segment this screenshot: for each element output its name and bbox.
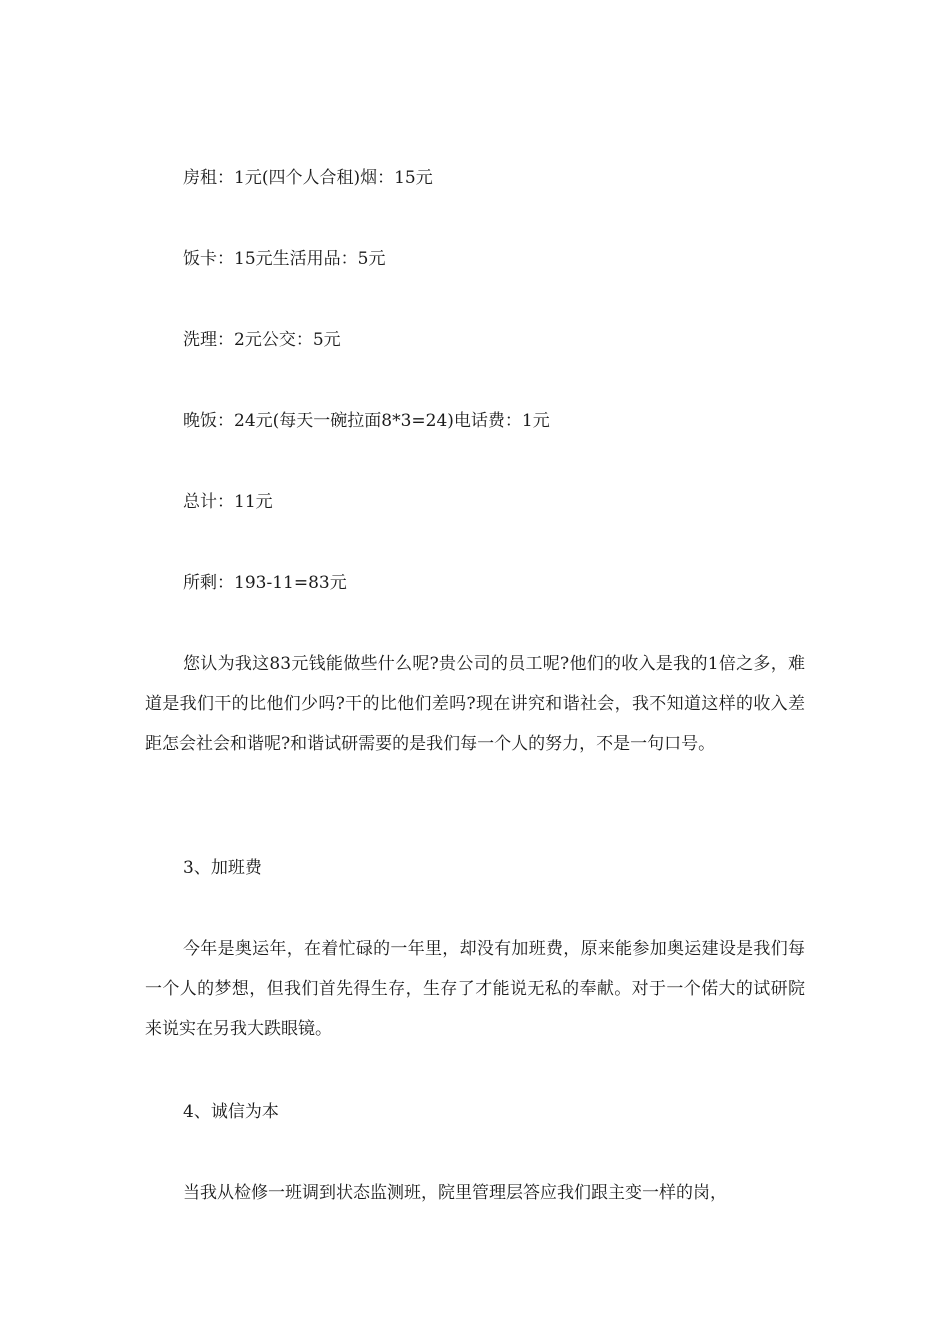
expense-line-rent: 房租：1元(四个人合租)烟：15元 — [183, 168, 433, 188]
expense-line-meal-card: 饭卡：15元生活用品：5元 — [183, 249, 386, 269]
expense-line-dinner: 晚饭：24元(每天一碗拉面8*3=24)电话费：1元 — [183, 411, 550, 431]
paragraph-income-gap: 您认为我这83元钱能做些什么呢?贵公司的员工呢?他们的收入是我的1倍之多，难道是我们干的比他们少吗?干的比他们差吗?现在讲究和谐社会，我不知道这样的收入差距怎会社会和谐呢?和谐试研需要的是我们每一个人的努力，不是一句口号。 — [145, 654, 805, 754]
paragraph-overtime: 今年是奥运年，在着忙碌的一年里，却没有加班费，原来能参加奥运建设是我们每一个人的梦想，但我们首先得生存，生存了才能说无私的奉献。对于一个偌大的试研院来说实在另我大跌眼镜。 — [145, 939, 805, 1039]
section-heading-integrity: 4、诚信为本 — [183, 1102, 279, 1122]
expense-line-grooming: 洗理：2元公交：5元 — [183, 330, 341, 350]
paragraph-integrity: 当我从检修一班调到状态监测班，院里管理层答应我们跟主变一样的岗， — [183, 1183, 727, 1203]
expense-total: 总计：11元 — [183, 492, 273, 512]
expense-remaining: 所剩：193-11=83元 — [183, 573, 347, 593]
section-heading-overtime: 3、加班费 — [183, 858, 262, 878]
